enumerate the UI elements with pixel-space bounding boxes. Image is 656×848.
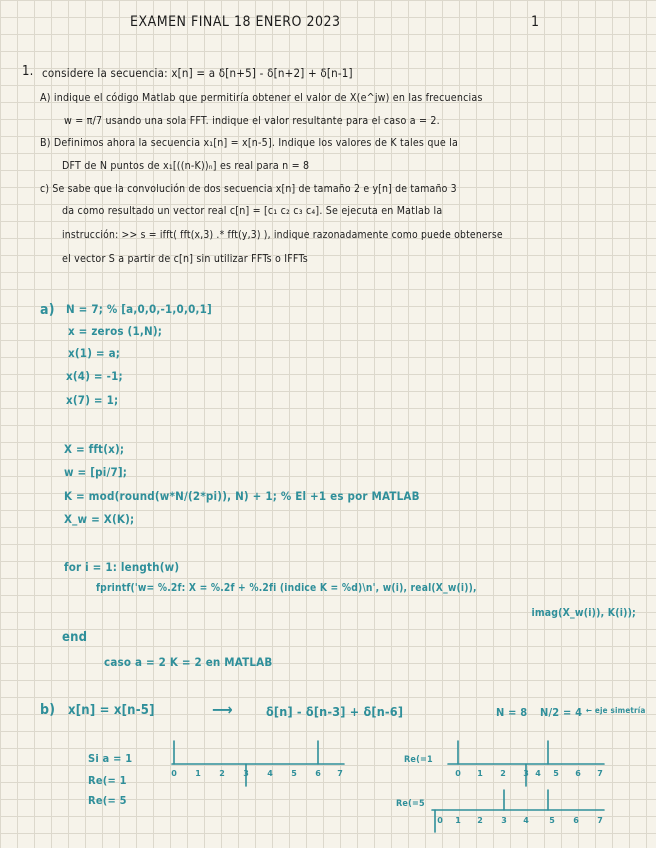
answer-b-n-value: N = 8 [496,706,528,719]
code-line-10: for i = 1: length(w) [64,560,180,574]
right-top-tick-5: 5 [553,769,559,778]
left-tick-6: 6 [315,769,321,778]
right-bottom-tick-7: 7 [597,816,603,825]
right-top-tick-6: 6 [575,769,581,778]
code-line-8: K = mod(round(w*N/(2*pi)), N) + 1; % El +1 es por MATLAB [64,489,420,503]
left-label-re5: Re(= 5 [88,794,127,807]
answer-b-label: b) [40,702,56,718]
right-bottom-tick-4: 4 [523,816,529,825]
left-tick-5: 5 [291,769,297,778]
answer-b-note: ← eje simetría [586,706,646,715]
left-tick-1: 1 [195,769,201,778]
page-number: 1 [531,14,540,30]
code-line-9: X_w = X(K); [64,512,135,526]
right-top-tick-2: 2 [500,769,506,778]
left-label-re1: Re(= 1 [88,774,127,787]
part-b-line-1: B) Definimos ahora la secuencia x₁[n] = x[n-5]. Indique los valores de K tales que la [40,137,458,149]
right-bottom-tick-2: 2 [477,816,483,825]
answer-b-half: N/2 = 4 [540,706,583,719]
answer-b-equation-left: x[n] = x[n-5] [68,703,155,718]
code-line-3: x(1) = a; [68,346,121,360]
arrow-icon: ⟶ [212,700,233,719]
right-bottom-tick-5: 5 [549,816,555,825]
part-c-line-1: c) Se sabe que la convolución de dos secuencia x[n] de tamaño 2 e y[n] de tamaño 3 [40,183,457,195]
right-top-tick-3: 3 [523,769,529,778]
exam-title: EXAMEN FINAL 18 ENERO 2023 [130,14,341,30]
part-c-line-3: instrucción: >> s = ifft( fft(x,3) .* fft(y,3) ), indique razonadamente como puede obtenerse [62,229,503,241]
right-top-tick-4: 4 [535,769,541,778]
part-a-line-2: w = π/7 usando una sola FFT. indique el valor resultante para el caso a = 2. [64,115,440,127]
right-bottom-tick-6: 6 [573,816,579,825]
right-bottom-tick-0: 0 [437,816,443,825]
right-top-tick-1: 1 [477,769,483,778]
part-c-line-4: el vector S a partir de c[n] sin utilizar FFTs o IFFTs [62,253,308,265]
right-bottom-tick-3: 3 [501,816,507,825]
answer-a-label: a) [40,302,55,318]
right-label-bottom: Re(=5 [396,799,425,809]
problem-number: 1. [22,64,34,79]
code-line-6: X = fft(x); [64,442,125,456]
left-tick-7: 7 [337,769,343,778]
code-line-5: x(7) = 1; [66,393,119,407]
right-top-tick-7: 7 [597,769,603,778]
left-label-a: Si a = 1 [88,752,133,765]
problem-statement: considere la secuencia: x[n] = a δ[n+5] - δ[n+2] + δ[n-1] [42,66,353,80]
part-b-line-2: DFT de N puntos de x₁[((n-K))ₙ] es real para n = 8 [62,160,310,172]
left-tick-3: 3 [243,769,249,778]
code-line-4: x(4) = -1; [66,369,123,383]
part-c-line-2: da como resultado un vector real c[n] = [c₁ c₂ c₃ c₄]. Se ejecuta en Matlab la [62,205,443,217]
right-label-top: Re(=1 [404,755,433,765]
right-bottom-tick-1: 1 [455,816,461,825]
right-top-tick-0: 0 [455,769,461,778]
code-line-1: N = 7; % [a,0,0,-1,0,0,1] [66,302,212,316]
code-line-12: imag(X_w(i)), K(i)); [531,607,636,619]
code-line-2: x = zeros (1,N); [68,324,163,338]
part-a-line-1: A) indique el código Matlab que permitiría obtener el valor de X(e^jw) en las frecuencias [40,92,483,104]
left-tick-2: 2 [219,769,225,778]
left-tick-0: 0 [171,769,177,778]
code-line-7: w = [pi/7]; [64,465,128,479]
left-tick-4: 4 [267,769,273,778]
code-line-13: end [62,630,88,645]
code-line-11: fprintf('w= %.2f: X = %.2f + %.2fi (indice K = %d)\n', w(i), real(X_w(i)), [96,583,477,594]
code-line-14: caso a = 2 K = 2 en MATLAB [104,655,273,669]
answer-b-equation-right: δ[n] - δ[n-3] + δ[n-6] [266,704,404,719]
